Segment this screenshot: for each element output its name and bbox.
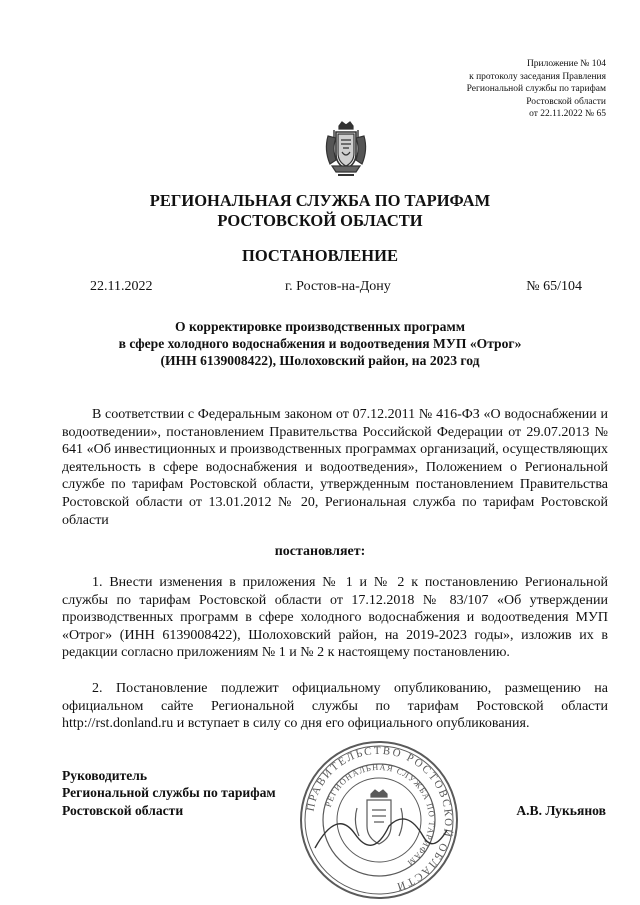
official-stamp xyxy=(297,738,461,902)
agency-title xyxy=(0,191,640,231)
subject-line: О корректировке производственных программ xyxy=(174,319,465,334)
signatory-title xyxy=(62,767,276,819)
coat-of-arms-icon xyxy=(322,120,370,180)
document-type: ПОСТАНОВЛЕНИЕ xyxy=(242,246,398,265)
document-number: № 65/104 xyxy=(526,279,582,294)
item-1-paragraph: 1. Внести изменения в приложения № 1 и № 2 к постановлению Региональной службы по тарифам Ростовской области от 17.12.2018 № 83/107 «Об утверждении производственных программ в сфере холодного водоснабжения и водоотведения МУП «Отрог» (ИНН 6139008422), Шолоховский район, на 2019-2023 годы», изложив их в редакции согласно приложениям № 1 и № 2 к настоящему постановлению. xyxy=(62,575,608,661)
date-place-number-row xyxy=(90,278,582,296)
item-2-paragraph: 2. Постановление подлежит официальному опубликованию, размещению на официальном сайте Региональной службы по тарифам Ростовской области http://rst.donland.ru и вступает в силу со дня его официального опубликования. xyxy=(62,681,608,732)
signatory-name: А.В. Лукьянов xyxy=(516,803,606,818)
annex-line: Региональной службы по тарифам xyxy=(466,84,606,95)
annex-line: от 22.11.2022 № 65 xyxy=(529,109,606,120)
signatory-title-line: Руководитель xyxy=(62,768,148,783)
annex-line: Ростовской области xyxy=(526,96,606,107)
document-city: г. Ростов-на-Дону xyxy=(285,279,391,294)
agency-title-line: РОСТОВСКОЙ ОБЛАСТИ xyxy=(217,211,423,230)
annex-note xyxy=(467,58,606,121)
preamble-paragraph: В соответствии с Федеральным законом от 07.12.2011 № 416-ФЗ «О водоснабжении и водоотведении», постановлением Правительства Российской Федерации от 29.07.2013 № 641 «Об инвестиционных и производственных программах организаций, осуществляющих деятельность в сфере водоснабжения и водоотведения», Положением о Региональной службе по тарифам Ростовской области, утвержденным постановлением Правительства Ростовской области от 13.01.2012 № 20, Региональная служба по тарифам Ростовской области xyxy=(62,407,608,528)
stamp-emblem-icon xyxy=(355,790,402,844)
stamp-outer-text: ПРАВИТЕЛЬСТВО РОСТОВСКОЙ ОБЛАСТИ xyxy=(304,744,455,893)
document-subject xyxy=(0,318,640,370)
stamp-inner-text: РЕГИОНАЛЬНАЯ СЛУЖБА ПО ТАРИФАМ xyxy=(322,761,438,869)
signatory-title-line: Региональной службы по тарифам xyxy=(62,785,276,801)
agency-title-line: РЕГИОНАЛЬНАЯ СЛУЖБА ПО ТАРИФАМ xyxy=(149,191,491,210)
annex-line: к протоколу заседания Правления xyxy=(469,71,606,82)
subject-line: в сфере холодного водоснабжения и водоотведения МУП «Отрог» xyxy=(118,336,522,352)
annex-line: Приложение № 104 xyxy=(526,59,606,69)
decrees-heading: постановляет: xyxy=(274,544,366,559)
subject-line: (ИНН 6139008422), Шолоховский район, на 2023 год xyxy=(160,353,480,369)
document-date: 22.11.2022 xyxy=(90,279,153,294)
signatory-title-line: Ростовской области xyxy=(62,802,184,818)
